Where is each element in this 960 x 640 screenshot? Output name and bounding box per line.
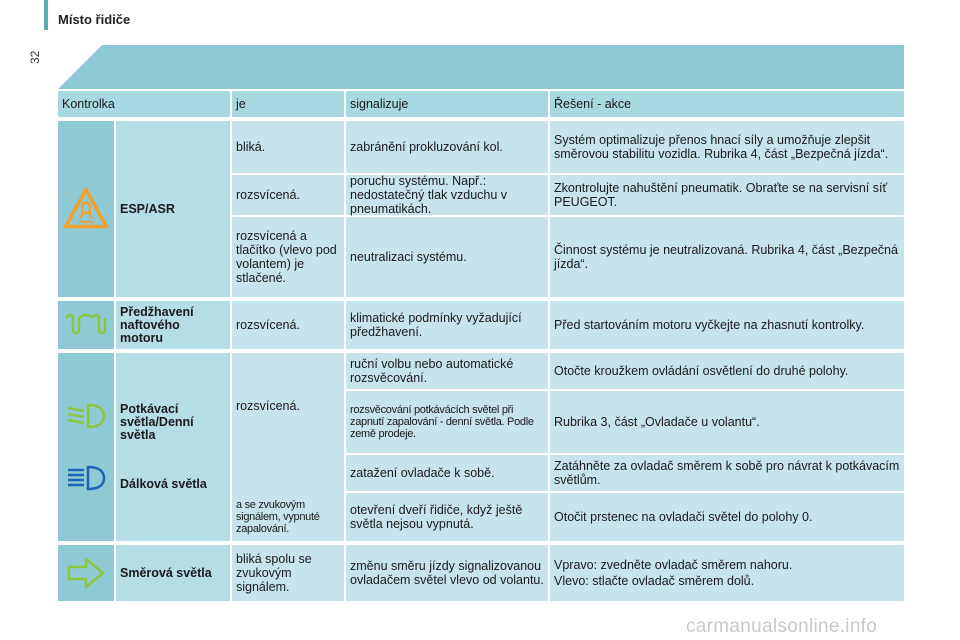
lights-row1-action: Otočte kroužkem ovládání osvětlení do druhé polohy.: [550, 353, 904, 389]
lights-name-cell: [116, 353, 230, 541]
preheat-signal: klimatické podmínky vyžadující předžhavení.: [346, 301, 548, 349]
turn-signal-arrow-icon: [66, 556, 106, 590]
esp-warning-triangle-icon: [62, 183, 110, 235]
esp-name: ESP/ASR: [116, 121, 230, 297]
esp-row3-state: rozsvícená a tlačítko (vlevo pod volantem) je stlačené.: [232, 217, 344, 297]
lights-row3-signal: zatažení ovladače k sobě.: [346, 455, 548, 491]
esp-row1-state: bliká.: [232, 121, 344, 173]
glow-plug-icon: [63, 312, 109, 338]
lights-state-sound: a se zvukovým signálem, vypnuté zapalování.: [236, 499, 320, 535]
watermark: carmanualsonline.info: [686, 616, 878, 637]
preheat-action: Před startováním motoru vyčkejte na zhasnutí kontrolky.: [550, 301, 904, 349]
col-header-reseni: Řešení - akce: [550, 91, 904, 117]
turn-action-cell: [550, 545, 904, 601]
lights-row1-signal: ruční volbu nebo automatické rozsvěcování.: [346, 353, 548, 389]
preheat-name: Předžhavení naftového motoru: [116, 301, 230, 349]
turn-icon-cell: [58, 545, 114, 601]
turn-action-right: Vpravo: zvedněte ovladač směrem nahoru.: [554, 558, 793, 572]
lights-state-cell: [232, 353, 344, 541]
dipped-beam-icon: [64, 402, 108, 430]
esp-row3-signal: neutralizaci systému.: [346, 217, 548, 297]
esp-row2-action: Zkontrolujte nahuštění pneumatik. Obraťte se na servisní síť PEUGEOT.: [550, 175, 904, 215]
lights-row3-action: Zatáhněte za ovladač směrem k sobě pro návrat k potkávacím světlům.: [550, 455, 904, 491]
esp-row2-signal: poruchu systému. Např.: nedostatečný tlak vzduchu v pneumatikách.: [346, 175, 548, 215]
lights-state-on: rozsvícená.: [236, 399, 300, 413]
preheat-state: rozsvícená.: [232, 301, 344, 349]
header-band: [58, 45, 904, 89]
section-title: Místo řidiče: [58, 12, 131, 27]
esp-row1-signal: zabránění prokluzování kol.: [346, 121, 548, 173]
lights-row4-signal: otevření dveří řidiče, když ještě světla nejsou vypnutá.: [346, 493, 548, 541]
lights-name-main: Dálková světla: [120, 477, 207, 491]
section-marker: [44, 0, 48, 30]
main-beam-icon: [64, 464, 108, 492]
turn-signal: změnu směru jízdy signalizovanou ovladačem světel vlevo od volantu.: [346, 545, 548, 601]
lights-name-dipped: Potkávací světla/Denní světla: [120, 402, 194, 442]
col-header-je: je: [232, 91, 344, 117]
esp-icon-cell: [58, 121, 114, 297]
esp-row1-action: Systém optimalizuje přenos hnací síly a umožňuje zlepšit směrovou stabilitu vozidla. Rubrika 4, část „Bezpečná jízda“.: [550, 121, 904, 173]
turn-name: Směrová světla: [116, 545, 230, 601]
turn-action-left: Vlevo: stlačte ovladač směrem dolů.: [554, 574, 755, 588]
col-header-kontrolka: Kontrolka: [58, 91, 230, 117]
esp-row3-action: Činnost systému je neutralizovaná. Rubrika 4, část „Bezpečná jízda“.: [550, 217, 904, 297]
esp-row2-state: rozsvícená.: [232, 175, 344, 215]
turn-state: bliká spolu se zvukovým signálem.: [232, 545, 344, 601]
lights-row2-action: Rubrika 3, část „Ovladače u volantu“.: [550, 391, 904, 453]
lights-row4-action: Otočit prstenec na ovladači světel do polohy 0.: [550, 493, 904, 541]
lights-icon-cell: [58, 353, 114, 541]
col-header-signalizuje: signalizuje: [346, 91, 548, 117]
lights-row2-signal: rozsvěcování potkávácích světel při zapnutí zapalování - denní světla. Podle země prodeje.: [346, 391, 548, 453]
preheat-icon-cell: [58, 301, 114, 349]
page-number: 32: [28, 50, 42, 64]
